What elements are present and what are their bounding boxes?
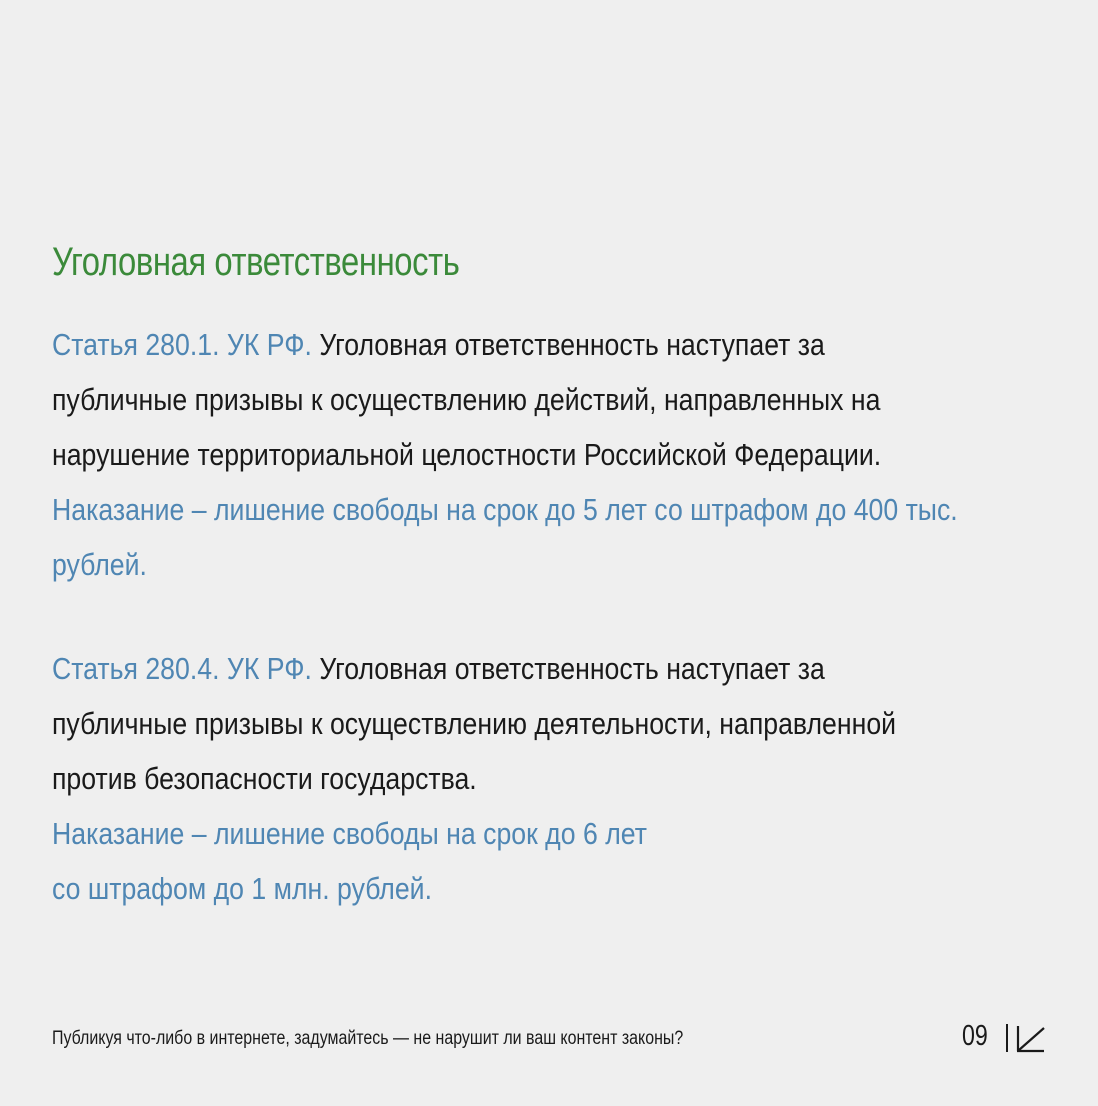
article-280-4-paragraph xyxy=(52,641,964,806)
page-number: 09 xyxy=(962,1020,988,1052)
article-280-1-penalty: Наказание – лишение свободы на срок до 5 лет со штрафом до 400 тыс. рублей. xyxy=(52,492,958,582)
section-heading: Уголовная ответственность xyxy=(52,240,460,284)
footer-warning: Публикуя что-либо в интернете, задумайтесь — не нарушит ли ваш контент законы? xyxy=(52,1028,684,1049)
article-280-4-penalty-line1: Наказание – лишение свободы на срок до 6 лет xyxy=(52,816,647,851)
article-280-1-reference: Статья 280.1. УК РФ. xyxy=(52,327,312,362)
article-280-4 xyxy=(52,641,964,916)
article-280-4-reference: Статья 280.4. УК РФ. xyxy=(52,651,312,686)
article-280-4-penalty-line2: со штрафом до 1 млн. рублей. xyxy=(52,871,432,906)
article-280-1 xyxy=(52,317,964,592)
article-280-1-paragraph xyxy=(52,317,964,592)
arrow-down-left-icon[interactable] xyxy=(1014,1024,1046,1054)
article-280-4-text: Уголовная ответственность наступает за публичные призывы к осуществлению деятельности, направленной против безопасности государства. xyxy=(52,651,897,796)
page-divider xyxy=(1006,1024,1008,1052)
article-280-1-text: Уголовная ответственность наступает за публичные призывы к осуществлению действий, направленных на нарушение территориальной целостности Российской Федерации. xyxy=(52,327,882,472)
